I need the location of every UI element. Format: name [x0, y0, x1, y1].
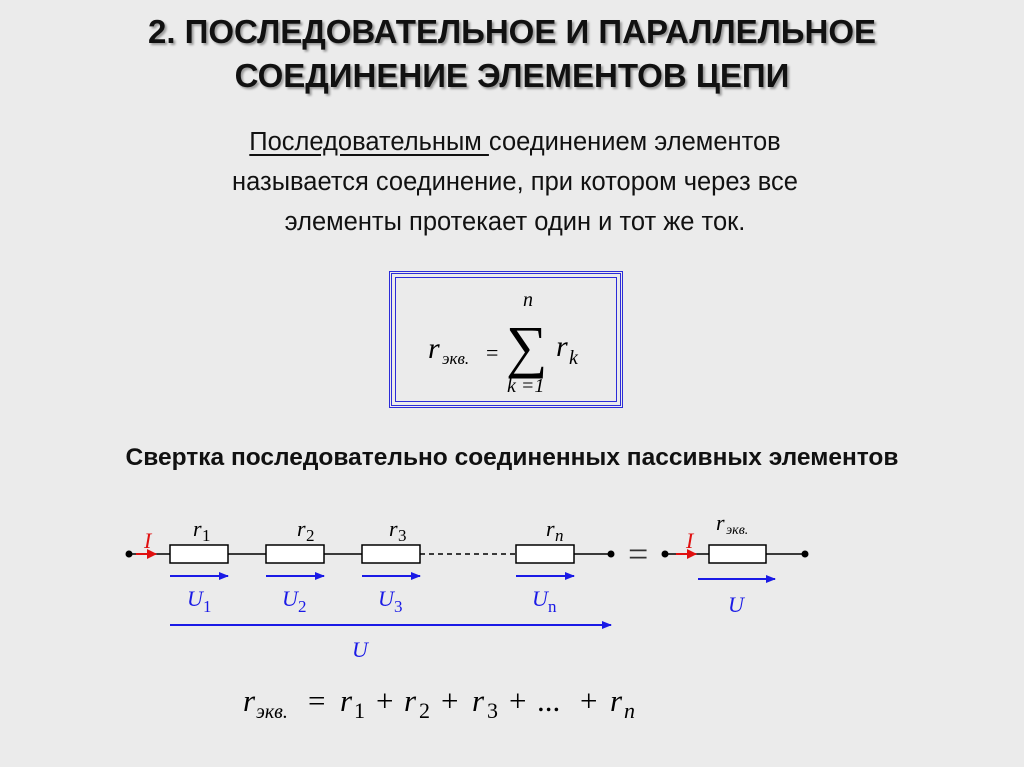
- u2-symbol: U: [282, 586, 298, 611]
- resistor-rn: [516, 545, 574, 563]
- sum-upper-limit: n: [523, 289, 533, 311]
- terminal-right: [608, 551, 615, 558]
- current-label: I: [144, 528, 152, 553]
- bf-lhs-r: r: [243, 683, 256, 718]
- resistor-equivalent: [709, 545, 766, 563]
- rn-symbol: r: [546, 516, 555, 541]
- u2-index: 2: [298, 597, 307, 616]
- bf-lhs-subscript: экв.: [256, 701, 288, 723]
- u3-symbol: U: [378, 586, 394, 611]
- eq-resistor-symbol: r: [716, 510, 725, 535]
- eq-resistor-subscript: экв.: [726, 523, 749, 538]
- resistor-r3: [362, 545, 420, 563]
- bf-r2-index: 2: [419, 698, 430, 723]
- bf-plus-1: +: [376, 683, 394, 718]
- definition-line-2: называется соединение, при котором через все: [232, 168, 798, 196]
- bf-r1: r: [340, 683, 353, 718]
- u1-index: 1: [203, 597, 212, 616]
- title-line-2: СОЕДИНЕНИЕ ЭЛЕМЕНТОВ ЦЕПИ: [234, 57, 790, 94]
- box-lhs-subscript: экв.: [442, 349, 470, 368]
- bf-r2: r: [404, 683, 417, 718]
- bf-ellipsis: ...: [537, 683, 561, 718]
- box-rhs-subscript: k: [569, 347, 578, 369]
- bf-plus-2: +: [441, 683, 459, 718]
- resistor-r1: [170, 545, 228, 563]
- r3-index: 3: [398, 526, 407, 545]
- box-formula: [428, 289, 579, 397]
- box-lhs-r: r: [428, 332, 440, 365]
- rn-index: n: [555, 526, 564, 545]
- series-circuit: [126, 516, 615, 662]
- eq-current-label: I: [686, 528, 694, 553]
- definition-line-1-rest: соединением элементов: [488, 128, 781, 156]
- sum-symbol: ∑: [506, 314, 548, 379]
- eq-terminal-right: [802, 551, 809, 558]
- r2-index: 2: [306, 526, 315, 545]
- bf-plus-3: +: [509, 683, 527, 718]
- equivalent-circuit: [662, 510, 809, 617]
- bf-rn-index: n: [624, 698, 635, 723]
- r1-symbol: r: [193, 516, 202, 541]
- title-line-1: 2. ПОСЛЕДОВАТЕЛЬНОЕ И ПАРАЛЛЕЛЬНОЕ: [147, 13, 876, 50]
- un-index: n: [548, 597, 557, 616]
- r2-symbol: r: [297, 516, 306, 541]
- r1-index: 1: [202, 526, 211, 545]
- bf-equals: =: [308, 683, 326, 718]
- total-voltage-label: U: [352, 637, 368, 662]
- u1-symbol: U: [187, 586, 203, 611]
- definition-line-3: элементы протекает один и тот же ток.: [284, 208, 746, 236]
- definition-term: Последовательным: [249, 128, 489, 156]
- sum-lower-limit: k =1: [507, 375, 545, 397]
- equivalence-sign: =: [628, 534, 649, 574]
- resistor-r2: [266, 545, 324, 563]
- bf-r1-index: 1: [354, 698, 365, 723]
- bf-rn: r: [610, 683, 623, 718]
- eq-voltage-label: U: [728, 592, 744, 617]
- box-equals: =: [486, 340, 499, 365]
- box-rhs-r: r: [556, 330, 568, 363]
- bf-r3-index: 3: [487, 698, 498, 723]
- r3-symbol: r: [389, 516, 398, 541]
- bf-plus-4: +: [580, 683, 598, 718]
- bottom-formula: [243, 683, 635, 723]
- un-symbol: U: [532, 586, 548, 611]
- u3-index: 3: [394, 597, 403, 616]
- section-subheading: Свертка последовательно соединенных пассивных элементов: [125, 444, 899, 471]
- bf-r3: r: [472, 683, 485, 718]
